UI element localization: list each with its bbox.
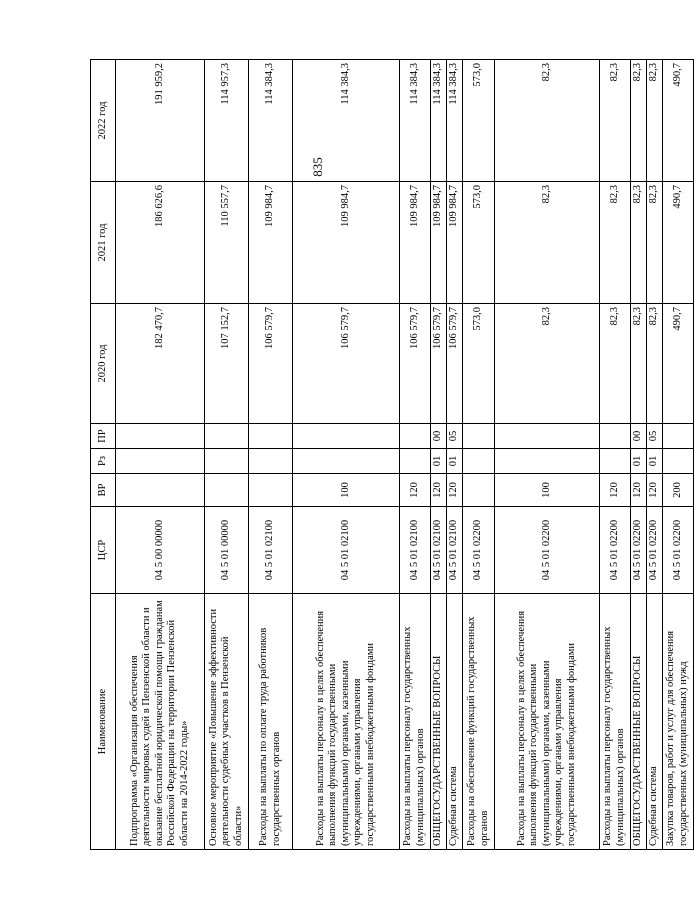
row-2022: 114 957,3: [205, 60, 249, 182]
row-name: Расходы на выплаты персоналу государственных (муниципальных) органов: [600, 594, 631, 850]
table-row: [400, 60, 431, 850]
row-csr: 04 5 00 00000: [116, 507, 205, 594]
header-2021: 2021 год: [91, 182, 116, 304]
table-row: [495, 60, 600, 850]
row-pr: [663, 424, 694, 449]
row-csr: 04 5 01 02100: [447, 507, 463, 594]
row-2022: 490,7: [663, 60, 694, 182]
row-2021: 110 557,7: [205, 182, 249, 304]
row-pr: [495, 424, 600, 449]
row-pr: 00: [431, 424, 447, 449]
row-2021: 109 984,7: [293, 182, 400, 304]
row-vr: 120: [400, 474, 431, 507]
row-2020: 106 579,7: [400, 304, 431, 424]
table-row: [631, 60, 647, 850]
row-pr: [116, 424, 205, 449]
row-vr: [249, 474, 293, 507]
row-2020: 182 470,7: [116, 304, 205, 424]
row-2021: 82,3: [600, 182, 631, 304]
header-pr: ПР: [91, 424, 116, 449]
row-vr: 100: [293, 474, 400, 507]
row-vr: 200: [663, 474, 694, 507]
row-name: Подпрограмма «Организация обеспечения деятельности мировых судей в Пензенской области и оказание бесплатной юридической помощи гражданам Российской Федерации на территории Пензенской области на 2014-2022 годы»: [116, 594, 205, 850]
row-vr: 100: [495, 474, 600, 507]
row-name: Судебная система: [647, 594, 663, 850]
row-2021: 82,3: [647, 182, 663, 304]
row-2022: 573,0: [463, 60, 495, 182]
row-rz: 01: [647, 449, 663, 474]
row-2020: 573,0: [463, 304, 495, 424]
row-2020: 490,7: [663, 304, 694, 424]
row-2020: 107 152,7: [205, 304, 249, 424]
row-csr: 04 5 01 02200: [663, 507, 694, 594]
row-name: Расходы на выплаты персоналу в целях обеспечения выполнения функций государственными (муниципальными) органами, казенными учреждениями, органами управления государственными внебюджетными фондами: [293, 594, 400, 850]
budget-table: [90, 59, 694, 850]
row-2021: 109 984,7: [249, 182, 293, 304]
row-pr: [205, 424, 249, 449]
header-2020: 2020 год: [91, 304, 116, 424]
header-2022: 2022 год: [91, 60, 116, 182]
row-csr: 04 5 01 02100: [293, 507, 400, 594]
row-csr: 04 5 01 02200: [600, 507, 631, 594]
header-rz: Рз: [91, 449, 116, 474]
row-pr: 05: [447, 424, 463, 449]
row-rz: 01: [447, 449, 463, 474]
row-2022: 114 384,3: [431, 60, 447, 182]
row-2021: 109 984,7: [447, 182, 463, 304]
table-row: [600, 60, 631, 850]
row-2020: 82,3: [631, 304, 647, 424]
budget-table-container: [90, 60, 689, 850]
row-2021: 490,7: [663, 182, 694, 304]
table-row: [447, 60, 463, 850]
row-2021: 109 984,7: [400, 182, 431, 304]
table-row: [663, 60, 694, 850]
row-vr: 120: [647, 474, 663, 507]
row-vr: 120: [447, 474, 463, 507]
table-row: [205, 60, 249, 850]
row-pr: [293, 424, 400, 449]
row-rz: 01: [631, 449, 647, 474]
row-csr: 04 5 01 02200: [631, 507, 647, 594]
row-rz: [400, 449, 431, 474]
row-rz: 01: [431, 449, 447, 474]
table-row: [463, 60, 495, 850]
row-pr: [463, 424, 495, 449]
row-2020: 106 579,7: [293, 304, 400, 424]
row-name: Расходы на выплаты персоналу государственных (муниципальных) органов: [400, 594, 431, 850]
row-2021: 186 626,6: [116, 182, 205, 304]
row-vr: 120: [600, 474, 631, 507]
row-pr: [249, 424, 293, 449]
row-pr: 00: [631, 424, 647, 449]
row-2021: 82,3: [631, 182, 647, 304]
page-number: 835: [310, 157, 325, 177]
row-2020: 106 579,7: [431, 304, 447, 424]
row-name: Судебная система: [447, 594, 463, 850]
row-csr: 04 5 01 02200: [647, 507, 663, 594]
row-2020: 82,3: [647, 304, 663, 424]
row-2020: 82,3: [495, 304, 600, 424]
row-2022: 114 384,3: [249, 60, 293, 182]
row-name: Закупка товаров, работ и услуг для обеспечения государственных (муниципальных) нужд: [663, 594, 694, 850]
row-rz: [205, 449, 249, 474]
row-csr: 04 5 01 02200: [463, 507, 495, 594]
row-pr: [400, 424, 431, 449]
row-name: Расходы на обеспечение функций государственных органов: [463, 594, 495, 850]
row-csr: 04 5 01 02100: [431, 507, 447, 594]
row-name: Основное мероприятие «Повышение эффективности деятельности судебных участков в Пензенской области»: [205, 594, 249, 850]
row-pr: 05: [647, 424, 663, 449]
row-vr: [463, 474, 495, 507]
row-2022: 82,3: [495, 60, 600, 182]
row-2020: 82,3: [600, 304, 631, 424]
row-2022: 114 384,3: [447, 60, 463, 182]
row-2021: 573,0: [463, 182, 495, 304]
row-name: Расходы на выплаты персоналу в целях обеспечения выполнения функций государственными (муниципальными) органами, казенными учреждениями, органами управления государственными внебюджетными фондами: [495, 594, 600, 850]
header-row: [91, 60, 116, 850]
row-csr: 04 5 01 02100: [400, 507, 431, 594]
row-vr: 120: [631, 474, 647, 507]
row-rz: [249, 449, 293, 474]
table-row: [293, 60, 400, 850]
row-csr: 04 5 01 00000: [205, 507, 249, 594]
row-rz: [116, 449, 205, 474]
row-2020: 106 579,7: [447, 304, 463, 424]
row-rz: [293, 449, 400, 474]
row-rz: [495, 449, 600, 474]
row-pr: [600, 424, 631, 449]
table-row: [116, 60, 205, 850]
row-vr: [116, 474, 205, 507]
row-rz: [463, 449, 495, 474]
header-csr: ЦСР: [91, 507, 116, 594]
row-rz: [600, 449, 631, 474]
table-row: [647, 60, 663, 850]
row-vr: [205, 474, 249, 507]
header-vr: ВР: [91, 474, 116, 507]
row-2022: 191 959,2: [116, 60, 205, 182]
row-csr: 04 5 01 02200: [495, 507, 600, 594]
header-name: Наименование: [91, 594, 116, 850]
row-vr: 120: [431, 474, 447, 507]
row-name: ОБЩЕГОСУДАРСТВЕННЫЕ ВОПРОСЫ: [631, 594, 647, 850]
row-name: Расходы на выплаты по оплате труда работников государственных органов: [249, 594, 293, 850]
row-csr: 04 5 01 02100: [249, 507, 293, 594]
row-name: ОБЩЕГОСУДАРСТВЕННЫЕ ВОПРОСЫ: [431, 594, 447, 850]
row-2021: 109 984,7: [431, 182, 447, 304]
row-2022: 114 384,3: [400, 60, 431, 182]
row-2022: 114 384,3: [293, 60, 400, 182]
row-2022: 82,3: [600, 60, 631, 182]
table-row: [431, 60, 447, 850]
row-2020: 106 579,7: [249, 304, 293, 424]
row-rz: [663, 449, 694, 474]
row-2021: 82,3: [495, 182, 600, 304]
row-2022: 82,3: [631, 60, 647, 182]
table-row: [249, 60, 293, 850]
row-2022: 82,3: [647, 60, 663, 182]
